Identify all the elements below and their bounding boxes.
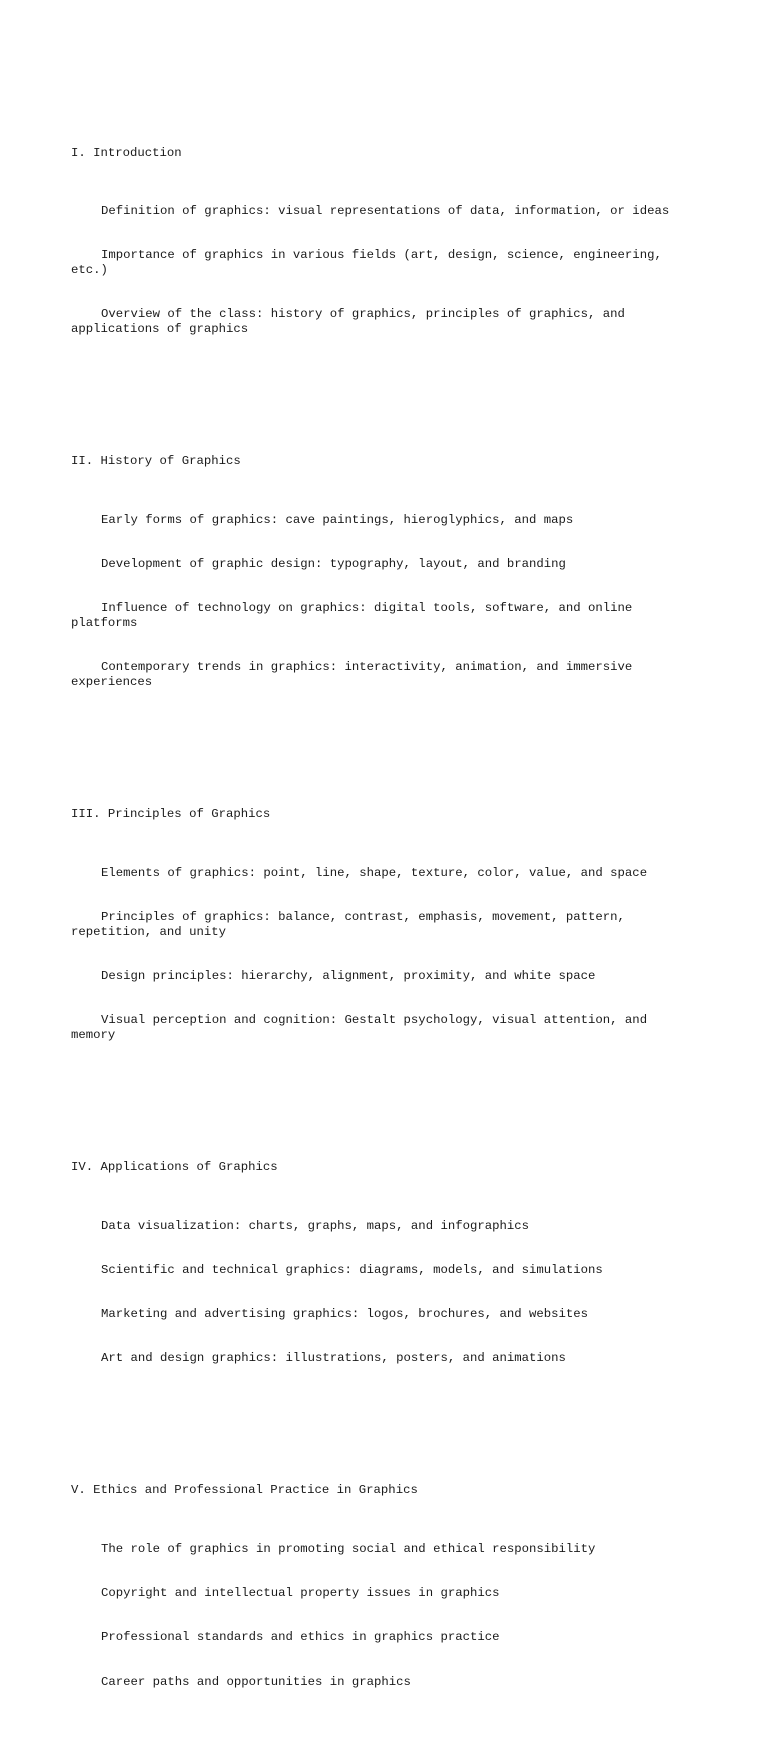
- outline-item: Definition of graphics: visual representations of data, information, or ideas: [101, 204, 670, 219]
- outline-item: Marketing and advertising graphics: logos, brochures, and websites: [101, 1306, 589, 1321]
- outline-item: Art and design graphics: illustrations, posters, and animations: [101, 1351, 566, 1366]
- outline-item: Copyright and intellectual property issues in graphics: [101, 1586, 500, 1601]
- section-applications: [71, 1131, 691, 1396]
- outline-item: Data visualization: charts, graphs, maps, and infographics: [101, 1218, 530, 1233]
- section-heading: III. Principles of Graphics: [71, 807, 271, 822]
- section-heading: II. History of Graphics: [71, 454, 241, 469]
- outline-item: Professional standards and ethics in graphics practice: [101, 1630, 500, 1645]
- section-principles: [71, 778, 691, 1072]
- outline-item: Overview of the class: history of graphics, principles of graphics, and applications of graphics: [71, 307, 633, 336]
- section-history: [71, 425, 691, 719]
- outline-item: Importance of graphics in various fields (art, design, science, engineering, etc.): [71, 248, 670, 278]
- outline-item: The role of graphics in promoting social and ethical responsibility: [101, 1542, 596, 1557]
- outline-item: Elements of graphics: point, line, shape, texture, color, value, and space: [101, 865, 648, 880]
- outline-item: Principles of graphics: balance, contrast, emphasis, movement, pattern, repetition, and unity: [71, 910, 633, 939]
- outline-item: Early forms of graphics: cave paintings, hieroglyphics, and maps: [101, 513, 574, 528]
- outline-item: Influence of technology on graphics: digital tools, software, and online platforms: [71, 601, 640, 630]
- section-heading: V. Ethics and Professional Practice in Graphics: [71, 1483, 418, 1498]
- outline-item: Scientific and technical graphics: diagrams, models, and simulations: [101, 1262, 603, 1277]
- outline-item: Development of graphic design: typography, layout, and branding: [101, 557, 566, 572]
- section-heading: I. Introduction: [71, 145, 182, 160]
- outline-item: Contemporary trends in graphics: interactivity, animation, and immersive experiences: [71, 660, 640, 689]
- section-ethics: [71, 1454, 691, 1719]
- section-introduction: [71, 116, 691, 366]
- outline-item: Career paths and opportunities in graphics: [101, 1674, 411, 1689]
- section-heading: IV. Applications of Graphics: [71, 1159, 278, 1174]
- document-page: [71, 72, 691, 1763]
- outline-item: Visual perception and cognition: Gestalt psychology, visual attention, and memory: [71, 1012, 655, 1042]
- outline-item: Design principles: hierarchy, alignment, proximity, and white space: [101, 968, 596, 983]
